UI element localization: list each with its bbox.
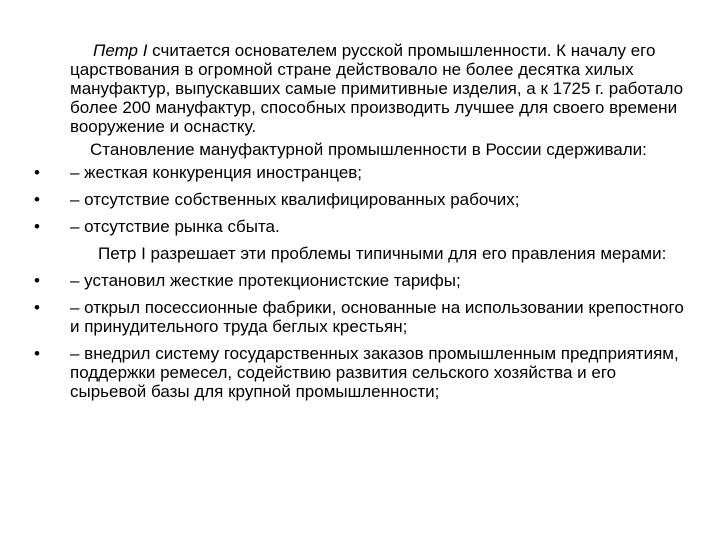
- intro-name: Петр I: [93, 41, 148, 60]
- intro-text: считается основателем русской промышленности. К началу его царствования в огромной стране действовало не более десятка хилых мануфактур, выпускавших самые примитивные изделия, а к 1725 г. работало более 200 мануфактур, способных производить лучшее для своего времени вооружение и оснастку.: [70, 41, 684, 136]
- constraints-list: [34, 163, 695, 236]
- measures-list: [34, 271, 695, 401]
- bullet-icon: •: [34, 190, 40, 209]
- list-item: [34, 163, 695, 182]
- list-item-text: – жесткая конкуренция иностранцев;: [70, 163, 363, 182]
- bullet-icon: •: [34, 271, 40, 290]
- bullet-icon: •: [34, 298, 40, 317]
- list-item-text: – установил жесткие протекционистские тарифы;: [70, 271, 461, 290]
- measures-heading: Петр I разрешает эти проблемы типичными для его правления мерами:: [98, 244, 667, 263]
- list-item: [34, 344, 695, 401]
- list-item: [34, 190, 695, 209]
- constraints-heading: Становление мануфактурной промышленности в России сдерживали:: [90, 140, 647, 159]
- list-item-text: – открыл посессионные фабрики, основанные на использовании крепостного и принудительного труда беглых крестьян;: [70, 298, 684, 336]
- list-item: [34, 217, 695, 236]
- list-item: [34, 271, 695, 290]
- bullet-icon: •: [34, 344, 40, 363]
- intro-paragraph: [70, 41, 695, 136]
- bullet-icon: •: [34, 163, 40, 182]
- list-item-text: – отсутствие рынка сбыта.: [70, 217, 280, 236]
- slide-body: [34, 41, 695, 409]
- list-item: [34, 298, 695, 336]
- list-item-text: – отсутствие собственных квалифицированных рабочих;: [70, 190, 520, 209]
- bullet-icon: •: [34, 217, 40, 236]
- list-item-text: – внедрил систему государственных заказов промышленным предприятиям, поддержки ремесел, содействию развития сельского хозяйства и его сырьевой базы для крупной промышленности;: [70, 344, 679, 401]
